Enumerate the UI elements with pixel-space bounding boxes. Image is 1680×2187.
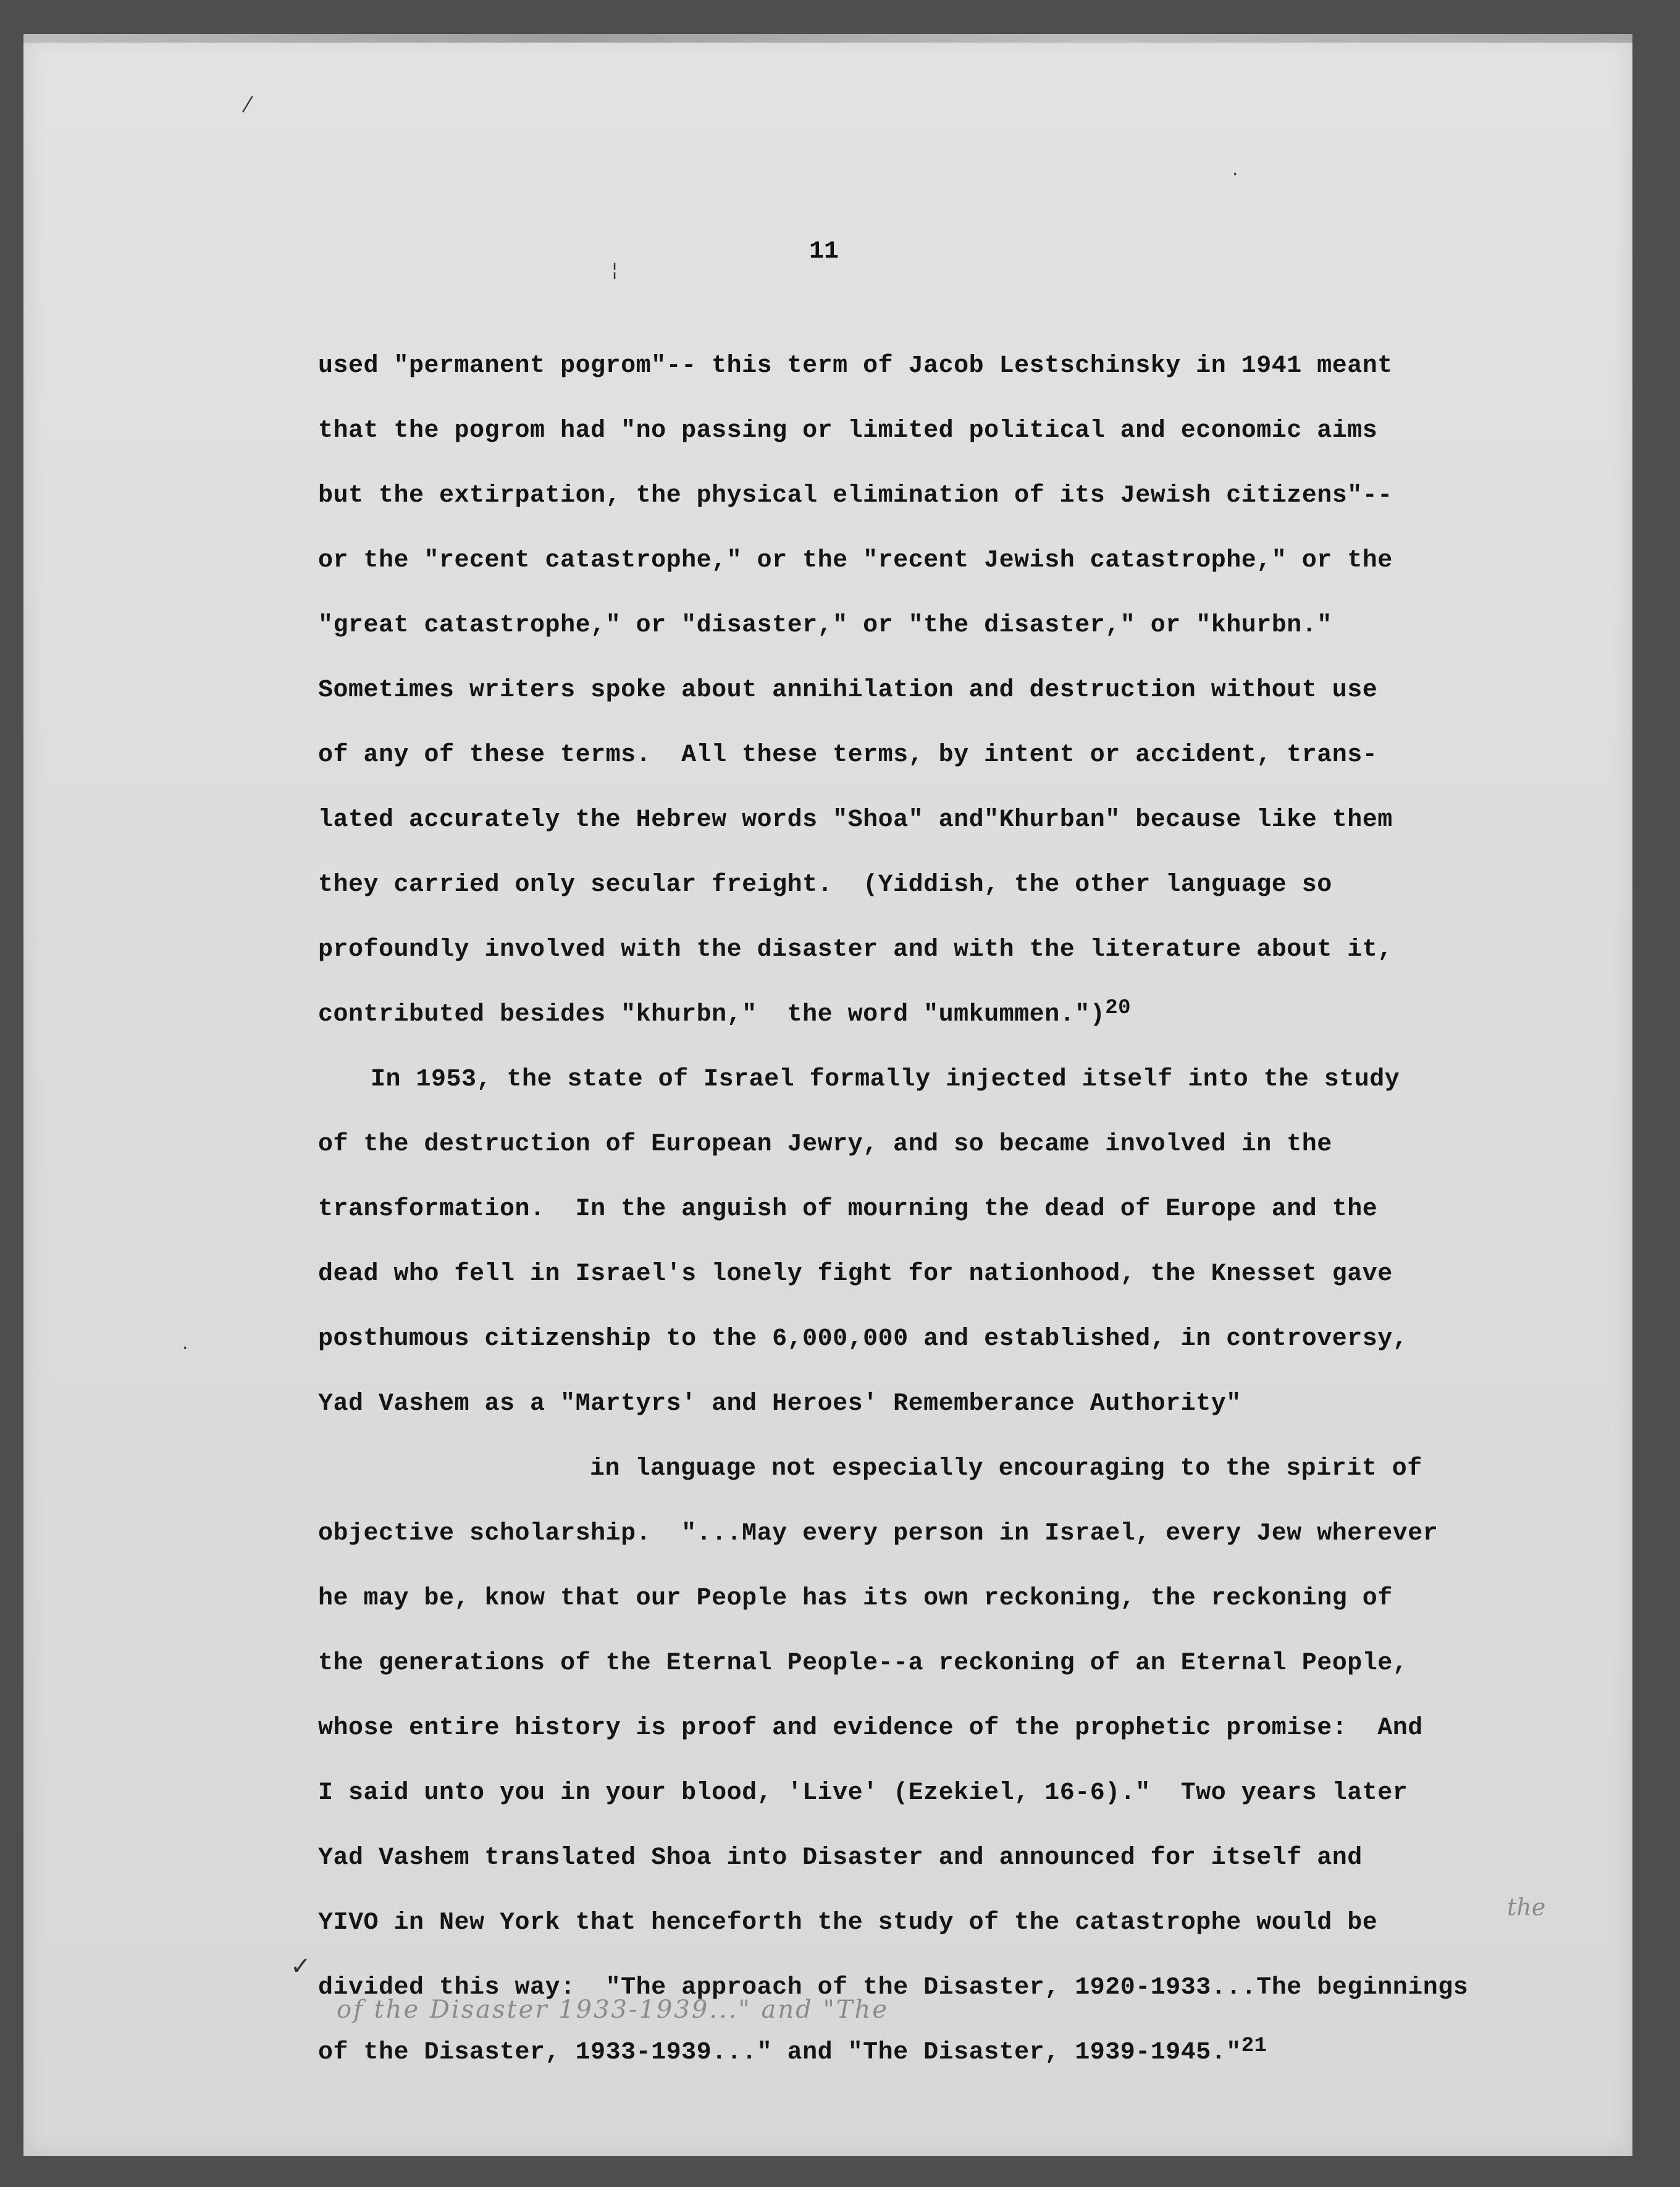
- text-line: that the pogrom had "no passing or limited political and economic aims: [318, 417, 1378, 445]
- page-number: 11: [809, 238, 839, 266]
- text-line: [318, 982, 1634, 1047]
- text-line: I said unto you in your blood, 'Live' (Ezekiel, 16-6)." Two years later: [318, 1779, 1408, 1807]
- footnote-marker-21: 21: [1241, 2034, 1267, 2058]
- text-line: the generations of the Eternal People--a reckoning of an Eternal People,: [318, 1650, 1408, 1677]
- document-body: [318, 334, 1634, 2085]
- margin-note: the: [1507, 1894, 1546, 1921]
- paragraph-1: [318, 334, 1634, 1047]
- text-line: but the extirpation, the physical elimination of its Jewish citizens"--: [318, 482, 1393, 510]
- check-mark-icon: ✓: [290, 1952, 311, 1981]
- text-line: In 1953, the state of Israel formally injected itself into the study: [371, 1066, 1400, 1094]
- handwritten-overlay: of the Disaster 1933-1939..." and "The: [337, 1995, 889, 2024]
- text-line: he may be, know that our People has its own reckoning, the reckoning of: [318, 1585, 1393, 1612]
- text-line: dead who fell in Israel's lonely fight for nationhood, the Knesset gave: [318, 1260, 1393, 1288]
- footnote-marker-20: 20: [1105, 997, 1132, 1020]
- text-line: posthumous citizenship to the 6,000,000 and established, in controversy,: [318, 1325, 1408, 1353]
- sheet-top-edge: [23, 34, 1632, 43]
- text-line: or the "recent catastrophe," or the "recent Jewish catastrophe," or the: [318, 547, 1393, 575]
- text-line: used "permanent pogrom"-- this term of Jacob Lestschinsky in 1941 meant: [318, 352, 1393, 380]
- stray-mark: ¦: [611, 259, 618, 281]
- text-line: of the destruction of European Jewry, and so became involved in the: [318, 1131, 1332, 1158]
- stray-mark: ⁄: [246, 93, 250, 117]
- text-line: lated accurately the Hebrew words "Shoa" and"Khurban" because like them: [318, 806, 1393, 834]
- text-line: they carried only secular freight. (Yiddish, the other language so: [318, 871, 1332, 899]
- text-line-content: contributed besides "khurbn," the word "umkummen."): [318, 1001, 1106, 1029]
- text-line: objective scholarship. "...May every person in Israel, every Jew wherever: [318, 1520, 1438, 1548]
- paragraph-2: [318, 1047, 1634, 2085]
- text-line: "great catastrophe," or "disaster," or "the disaster," or "khurbn.": [318, 612, 1332, 639]
- text-line: of any of these terms. All these terms, by intent or accident, trans-: [318, 741, 1378, 769]
- text-line: whose entire history is proof and evidence of the prophetic promise: And: [318, 1714, 1423, 1742]
- stray-mark: ·: [1232, 164, 1238, 185]
- text-line: Sometimes writers spoke about annihilation and destruction without use: [318, 676, 1378, 704]
- text-line: profoundly involved with the disaster and with the literature about it,: [318, 936, 1393, 964]
- text-line: YIVO in New York that henceforth the study of the catastrophe would be: [318, 1909, 1378, 1937]
- stray-mark: ·: [182, 1338, 188, 1359]
- text-line: in language not especially encouraging to the spirit of: [590, 1455, 1422, 1483]
- text-line: Yad Vashem as a "Martyrs' and Heroes' Rememberance Authority": [318, 1390, 1241, 1418]
- text-line: divided this way: "The approach of the Disaster, 1920-1933...The beginnings: [318, 1974, 1469, 2002]
- text-line-content: of the Disaster, 1933-1939..." and "The Disaster, 1939-1945.": [318, 2039, 1241, 2067]
- text-line: transformation. In the anguish of mourning the dead of Europe and the: [318, 1195, 1378, 1223]
- text-line: [318, 2020, 1634, 2085]
- text-line: Yad Vashem translated Shoa into Disaster and announced for itself and: [318, 1844, 1363, 1872]
